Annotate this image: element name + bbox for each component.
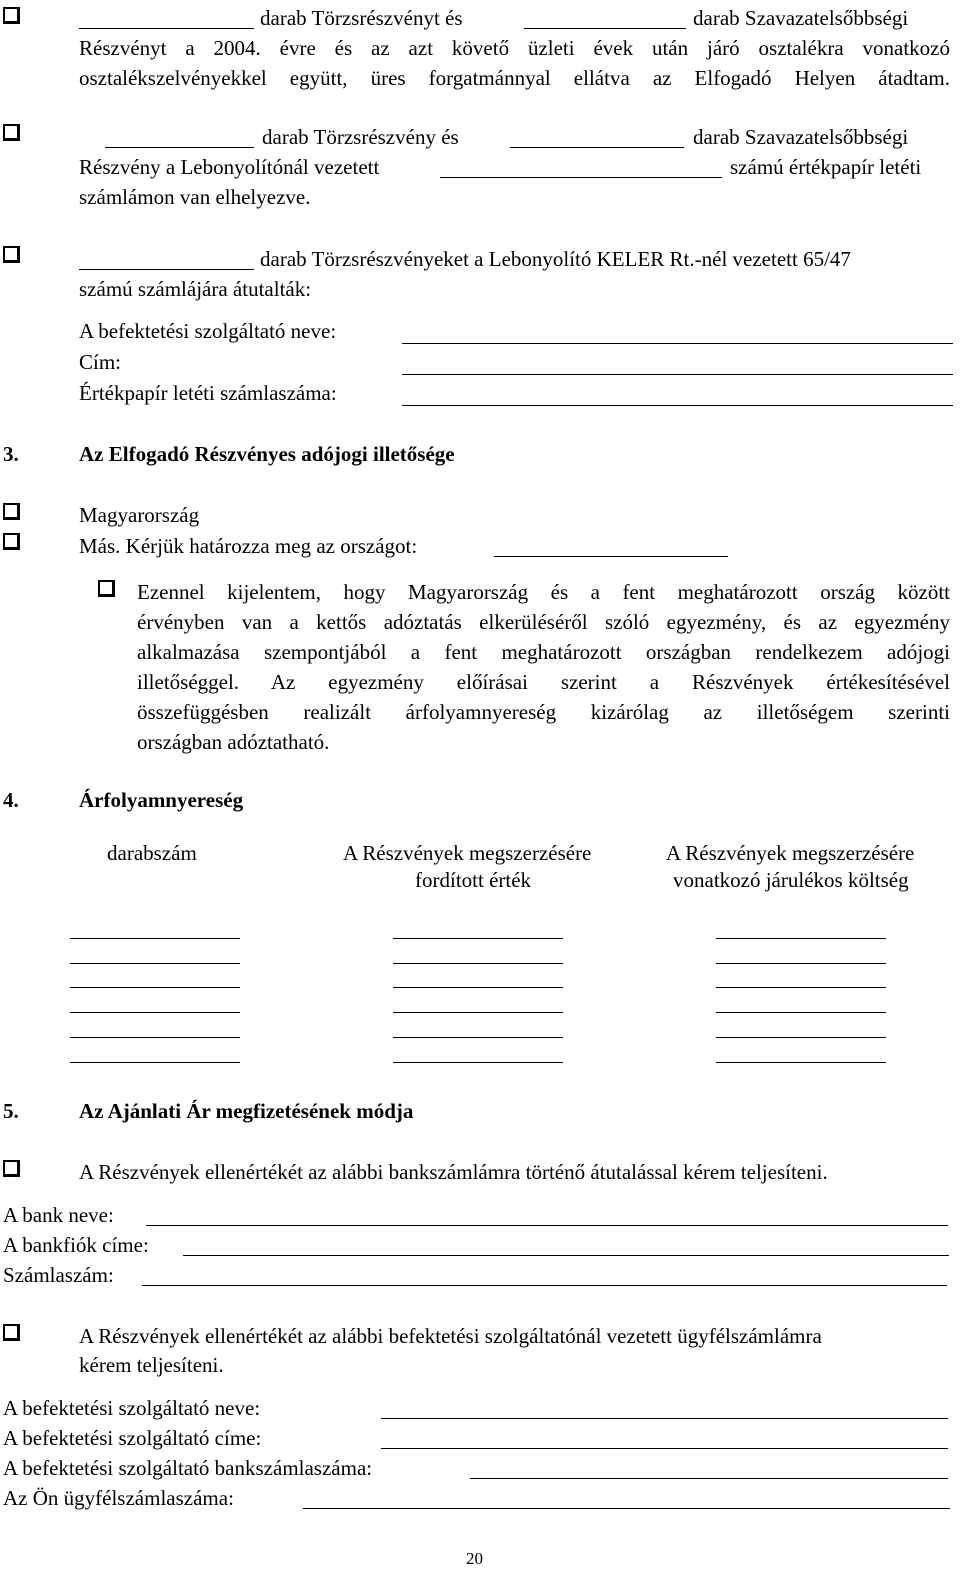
gain-entry-field[interactable] xyxy=(716,938,886,939)
checkbox-item2[interactable] xyxy=(3,124,20,141)
col-header-count: darabszám xyxy=(107,841,197,865)
broker-address-field[interactable] xyxy=(381,1448,948,1449)
item3-count-field[interactable] xyxy=(79,269,254,270)
item1-preferred-count-field[interactable] xyxy=(524,28,686,29)
section4-number: 4. xyxy=(3,788,19,812)
col-header-cost-l2: fordított érték xyxy=(415,868,532,892)
section3-title: Az Elfogadó Részvényes adójogi illetősége xyxy=(79,442,455,466)
item2-ordinary-count-field[interactable] xyxy=(105,147,254,148)
section3-number: 3. xyxy=(3,442,19,466)
gain-entry-field[interactable] xyxy=(70,1012,240,1013)
broker-account-field[interactable] xyxy=(470,1478,948,1479)
bank-branch-field[interactable] xyxy=(183,1255,949,1256)
col-header-fee-l2: vonatkozó járulékos költség xyxy=(673,868,909,892)
section4-title: Árfolyamnyereség xyxy=(79,788,244,812)
declaration-line-1: Ezennel kijelentem, hogy Magyarország és a fent meghatározott ország között xyxy=(137,580,950,604)
item2-text-b: darab Szavazatelsőbbségi xyxy=(693,125,909,149)
checkbox-declaration[interactable] xyxy=(98,580,115,597)
account-no-label: Számlaszám: xyxy=(3,1263,114,1287)
other-country-field[interactable] xyxy=(494,556,728,557)
item2-line2-b: számú értékpapír letéti xyxy=(730,155,922,179)
item1-ordinary-count-field[interactable] xyxy=(79,28,254,29)
declaration-line-5: összefüggésben realizált árfolyamnyereség kizárólag az illetőségem szerinti xyxy=(137,700,950,724)
page-number: 20 xyxy=(466,1549,483,1568)
opt-other-label: Más. Kérjük határozza meg az országot: xyxy=(79,534,418,558)
gain-entry-field[interactable] xyxy=(70,1037,240,1038)
broker-name-field[interactable] xyxy=(381,1418,948,1419)
item2-line3: számlámon van elhelyezve. xyxy=(79,185,311,209)
client-account-label: Az Ön ügyfélszámlaszáma: xyxy=(3,1486,234,1510)
gain-entry-field[interactable] xyxy=(393,1012,563,1013)
item3-address-field[interactable] xyxy=(402,374,953,375)
item2-line2-a: Részvény a Lebonyolítónál vezetett xyxy=(79,155,380,179)
item3-line2: számú számlájára átutalták: xyxy=(79,277,312,301)
checkbox-item1[interactable] xyxy=(3,7,20,24)
item3-provider-label: A befektetési szolgáltató neve: xyxy=(79,319,337,343)
opt-hungary-label: Magyarország xyxy=(79,503,200,527)
client-account-field[interactable] xyxy=(303,1508,950,1509)
checkbox-bank-transfer[interactable] xyxy=(3,1160,20,1177)
item1-line2: Részvényt a 2004. évre és az azt követő üzleti évek után járó osztalékra vonatkozó xyxy=(79,36,950,60)
opt-broker-l1: A Részvények ellenértékét az alábbi befektetési szolgáltatónál vezetett ügyfélszámlámra xyxy=(79,1324,822,1348)
opt-broker-l2: kérem teljesíteni. xyxy=(79,1353,224,1377)
declaration-line-2: érvényben van a kettős adóztatás elkerüléséről szóló egyezmény, és az egyezmény xyxy=(137,610,950,634)
checkbox-hungary[interactable] xyxy=(3,503,20,520)
section5-number: 5. xyxy=(3,1099,19,1123)
gain-entry-field[interactable] xyxy=(393,938,563,939)
item1-line3: osztalékszelvényekkel együtt, üres forgatmánnyal ellátva az Elfogadó Helyen átadtam. xyxy=(79,66,950,90)
item3-address-label: Cím: xyxy=(79,350,122,374)
gain-entry-field[interactable] xyxy=(393,1062,563,1063)
broker-address-label: A befektetési szolgáltató címe: xyxy=(3,1426,262,1450)
gain-entry-field[interactable] xyxy=(70,938,240,939)
bank-name-field[interactable] xyxy=(146,1225,948,1226)
gain-entry-field[interactable] xyxy=(393,987,563,988)
declaration-line-3: alkalmazása szempontjából a fent meghatározott országban rendelkezem adójogi xyxy=(137,640,950,664)
declaration-line-6: országban adóztatható. xyxy=(137,730,330,754)
gain-entry-field[interactable] xyxy=(716,963,886,964)
item3-account-label: Értékpapír letéti számlaszáma: xyxy=(79,381,337,405)
gain-entry-field[interactable] xyxy=(70,1062,240,1063)
broker-name-label: A befektetési szolgáltató neve: xyxy=(3,1396,261,1420)
item2-account-field[interactable] xyxy=(440,177,722,178)
gain-entry-field[interactable] xyxy=(393,1037,563,1038)
declaration-line-4: illetőséggel. Az egyezmény előírásai szerint a Részvények értékesítésével xyxy=(137,670,950,694)
item2-preferred-count-field[interactable] xyxy=(510,147,684,148)
gain-entry-field[interactable] xyxy=(70,987,240,988)
item3-provider-field[interactable] xyxy=(402,343,953,344)
item1-text-a: darab Törzsrészvényt és xyxy=(260,6,463,30)
opt-bank-label: A Részvények ellenértékét az alábbi bankszámlámra történő átutalással kérem teljesíteni. xyxy=(79,1160,828,1184)
item1-text-b: darab Szavazatelsőbbségi xyxy=(693,6,909,30)
gain-entry-field[interactable] xyxy=(716,1012,886,1013)
account-no-field[interactable] xyxy=(142,1285,947,1286)
item3-account-field[interactable] xyxy=(402,405,953,406)
section5-title: Az Ajánlati Ár megfizetésének módja xyxy=(79,1099,414,1123)
gain-entry-field[interactable] xyxy=(716,987,886,988)
checkbox-item3[interactable] xyxy=(3,246,20,263)
item2-text-a: darab Törzsrészvény és xyxy=(262,125,459,149)
gain-entry-field[interactable] xyxy=(716,1062,886,1063)
item3-line1: darab Törzsrészvényeket a Lebonyolító KELER Rt.-nél vezetett 65/47 xyxy=(260,247,851,271)
col-header-fee-l1: A Részvények megszerzésére xyxy=(666,841,915,865)
broker-account-label: A befektetési szolgáltató bankszámlaszáma: xyxy=(3,1456,373,1480)
gain-entry-field[interactable] xyxy=(70,963,240,964)
bank-name-label: A bank neve: xyxy=(3,1203,114,1227)
checkbox-broker-account[interactable] xyxy=(3,1324,20,1341)
bank-branch-label: A bankfiók címe: xyxy=(3,1233,149,1257)
gain-entry-field[interactable] xyxy=(393,963,563,964)
checkbox-other-country[interactable] xyxy=(3,533,20,550)
gain-entry-field[interactable] xyxy=(716,1037,886,1038)
col-header-cost-l1: A Részvények megszerzésére xyxy=(343,841,592,865)
